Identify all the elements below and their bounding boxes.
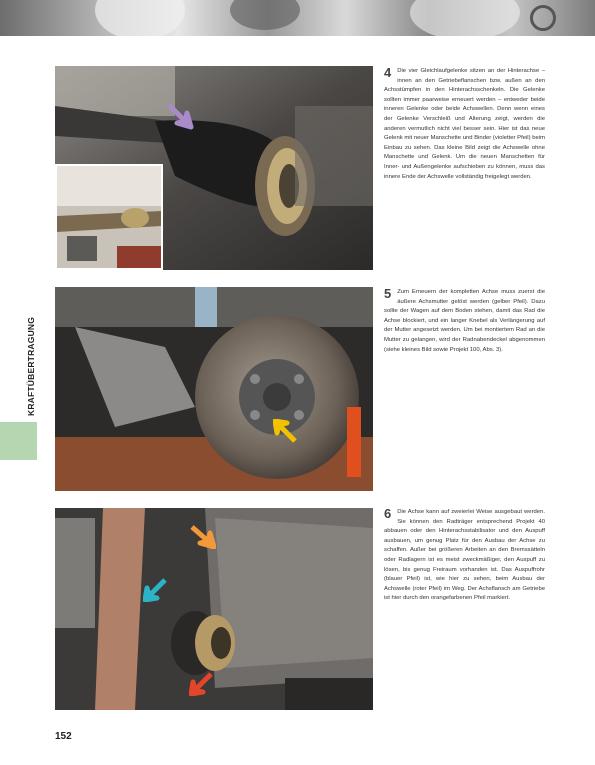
photo-brake-disc-hub xyxy=(55,287,373,491)
step-number: 5 xyxy=(384,286,392,301)
step-text: Die vier Gleichlaufgelenke sitzen an der Hinterachse – innen an den Getriebeflanschen bzw. außen an den Achsstümpfen in den Hinterachsschenkeln. Die Gelenke sollten immer paarweise erneuert werden – entweder beide inneren Gelenke oder beide Achswellen. Denn wenn eines der Gelenke Verschleiß und Alterung zeigt, werden die anderen vermutlich nicht viel besser sein. Hier ist das neue Gelenk mit neuer Manschette und Binder (violetter Pfeil) beim Einbau zu sehen. Das kleine Bild zeigt die Achswelle ohne Manschette und Gelenk. Um die neuen Manschetten für Inner- und Außengelenke aufschieben zu können, muss das innere Ende der Achswelle vollständig freigelegt werden. xyxy=(384,68,545,180)
inset-photo-axle-shaft xyxy=(55,164,163,270)
step-number: 4 xyxy=(384,65,392,80)
red-arrow-icon xyxy=(189,670,215,696)
step-text: Die Achse kann auf zweierlei Weise ausgebaut werden. Sie können den Radträger entsprechend Projekt 40 abbauen oder den Hinterachsstabilisator und den Auspuff ausbauen, um genug Platz für den Ausbau der Achse zu schaffen. Außer bei größeren Arbeiten an den Bremssätteln oder Radlagern ist es meist zweckmäßiger, den Auspuff zu lösen, bis genug Freiraum vorhanden ist. Das Auspuffrohr (blauer Pfeil) ist, wie hier zu sehen, beim Ausbau der Achswelle (roter Pfeil) im Weg. Der Achsflansch am Getriebe ist hier durch den orangefarbenen Pfeil markiert. xyxy=(384,509,545,602)
photo-exhaust-and-driveshaft xyxy=(55,508,373,710)
chapter-color-tab xyxy=(0,422,37,460)
step-text: Zum Erneuern der kompletten Achse muss zuerst die äußere Achsmutter gelöst werden (gelber Pfeil). Dazu sollte der Wagen auf dem Boden stehen, damit das Rad die Achse blockiert, und ein langer Knebel als Verlängerung auf der Mutter angesetzt werden. Um bei montiertem Rad an die Mutter zu gelangen, wird der Radnabendeckel abgenommen (siehe kleines Bild sowie Projekt 100, Abs. 3). xyxy=(384,289,545,353)
yellow-arrow-icon xyxy=(273,419,299,445)
blue-arrow-icon xyxy=(143,576,169,602)
header-photo-strip xyxy=(0,0,595,36)
violet-arrow-icon xyxy=(165,101,195,131)
step-6 xyxy=(384,508,545,604)
chapter-label: KRAFTÜBERTRAGUNG xyxy=(26,316,36,416)
page-number: 152 xyxy=(55,731,72,742)
step-number: 6 xyxy=(384,506,392,521)
step-5 xyxy=(384,288,545,355)
orange-arrow-icon xyxy=(190,523,216,549)
step-4 xyxy=(384,67,545,182)
